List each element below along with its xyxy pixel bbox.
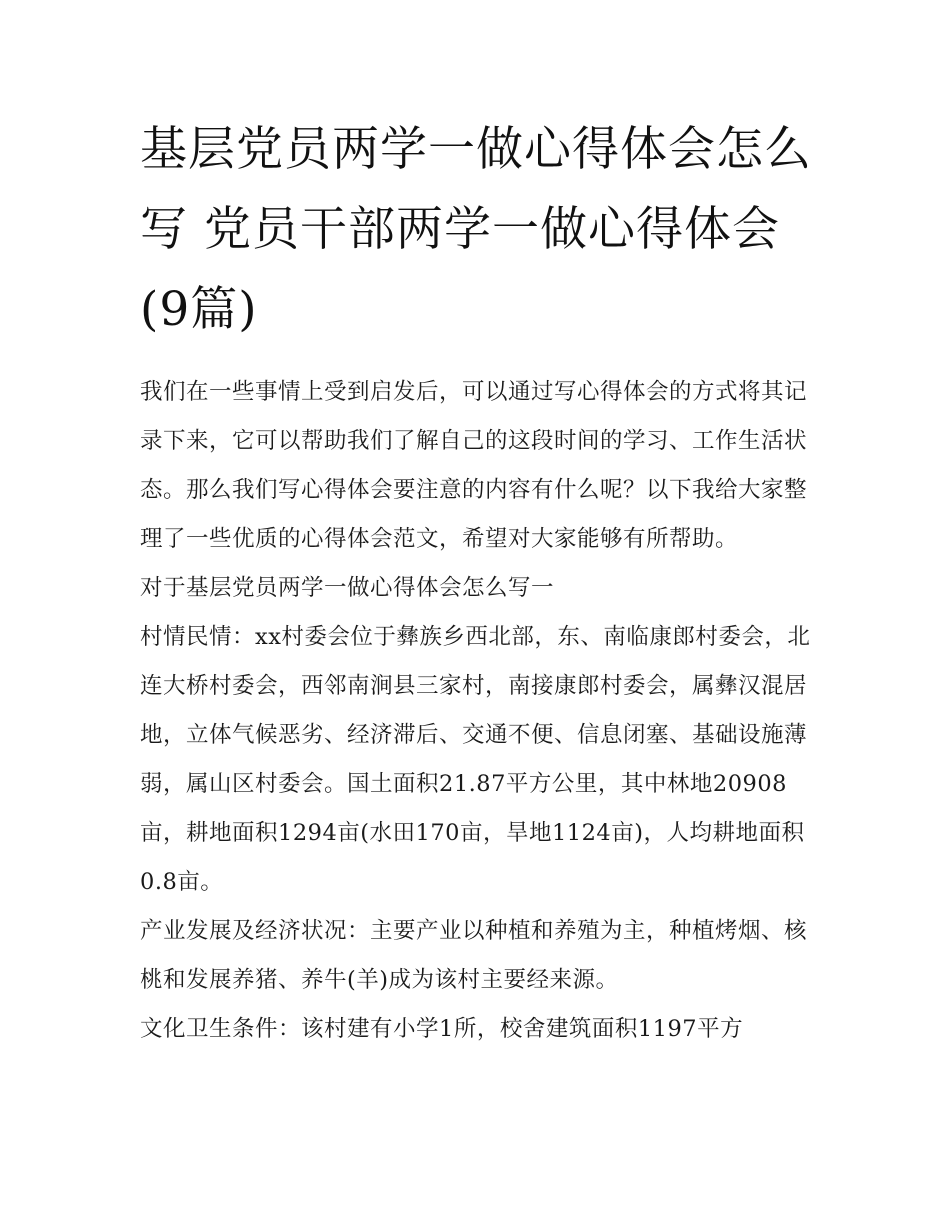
industry-economy-paragraph: 产业发展及经济状况：主要产业以种植和养殖为主，种植烤烟、核桃和发展养猪、养牛(羊)成为该村主要经来源。 [140,918,808,993]
culture-health-paragraph: 文化卫生条件：该村建有小学1所，校舍建筑面积1197平方 [140,1016,744,1042]
intro-paragraph: 我们在一些事情上受到启发后，可以通过写心得体会的方式将其记录下来，它可以帮助我们了解自己的这段时间的学习、工作生活状态。那么我们写心得体会要注意的内容有什么呢？以下我给大家整理了一些优质的心得体会范文，希望对大家能够有所帮助。 [140,379,808,552]
document-title: 基层党员两学一做心得体会怎么写 党员干部两学一做心得体会(9篇) [140,122,812,337]
village-situation-paragraph: 村情民情：xx村委会位于彝族乡西北部，东、南临康郎村委会，北连大桥村委会，西邻南涧县三家村，南接康郎村委会，属彝汉混居地，立体气候恶劣、经济滞后、交通不便、信息闭塞、基础设施薄弱，属山区村委会。国土面积21.87平方公里，其中林地20908亩，耕地面积1294亩(水田170亩，旱地1124亩)，人均耕地面积0.8亩。 [140,624,811,895]
section-heading: 对于基层党员两学一做心得体会怎么写一 [140,575,555,601]
document-content [140,110,820,1054]
